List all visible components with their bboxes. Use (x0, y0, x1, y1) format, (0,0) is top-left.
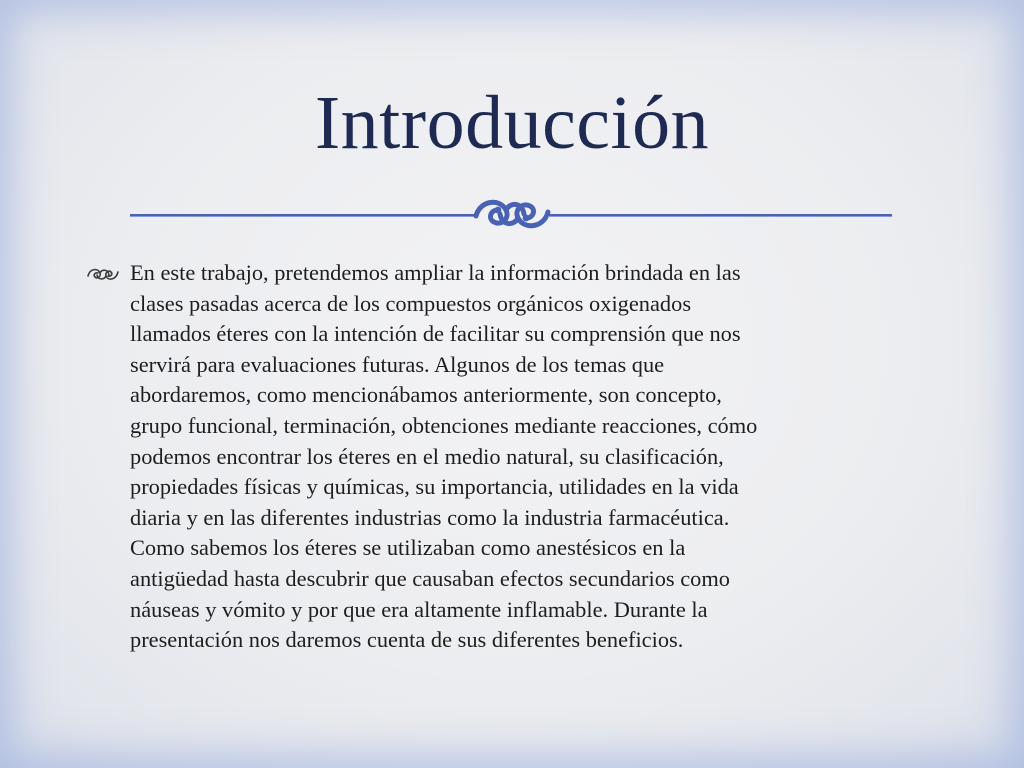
text-line: clases pasadas acerca de los compuestos orgánicos oxigenados (130, 290, 692, 316)
bullet-paragraph (86, 258, 936, 656)
text-line: grupo funcional, terminación, obtenciones mediante reacciones, cómo (130, 412, 758, 438)
slide-body (86, 258, 936, 656)
divider-line-right (548, 214, 892, 217)
text-line: antigüedad hasta descubrir que causaban efectos secundarios como (130, 565, 730, 591)
text-line: diaria y en las diferentes industrias como la industria farmacéutica. (130, 504, 730, 530)
bullet-text (130, 258, 936, 656)
text-line: En este trabajo, pretendemos ampliar la información brindada en las (130, 260, 741, 285)
text-line: abordaremos, como mencionábamos anteriormente, son concepto, (130, 382, 722, 408)
title-divider (130, 192, 892, 236)
slide-title: Introducción (314, 81, 710, 165)
text-line: Como sabemos los éteres se utilizaban como anestésicos en la (130, 535, 686, 561)
text-line: servirá para evaluaciones futuras. Algunos de los temas que (130, 351, 665, 377)
text-line: podemos encontrar los éteres en el medio natural, su clasificación, (130, 443, 724, 469)
text-line: propiedades físicas y químicas, su importancia, utilidades en la vida (130, 474, 739, 500)
text-line: presentación nos daremos cuenta de sus diferentes beneficios. (130, 627, 684, 653)
text-line: náuseas y vómito y por que era altamente inflamable. Durante la (130, 596, 708, 622)
scroll-ornament-icon (470, 192, 554, 236)
swirl-bullet-icon (86, 264, 120, 284)
divider-line-left (130, 214, 475, 217)
text-line: llamados éteres con la intención de facilitar su comprensión que nos (130, 321, 741, 347)
